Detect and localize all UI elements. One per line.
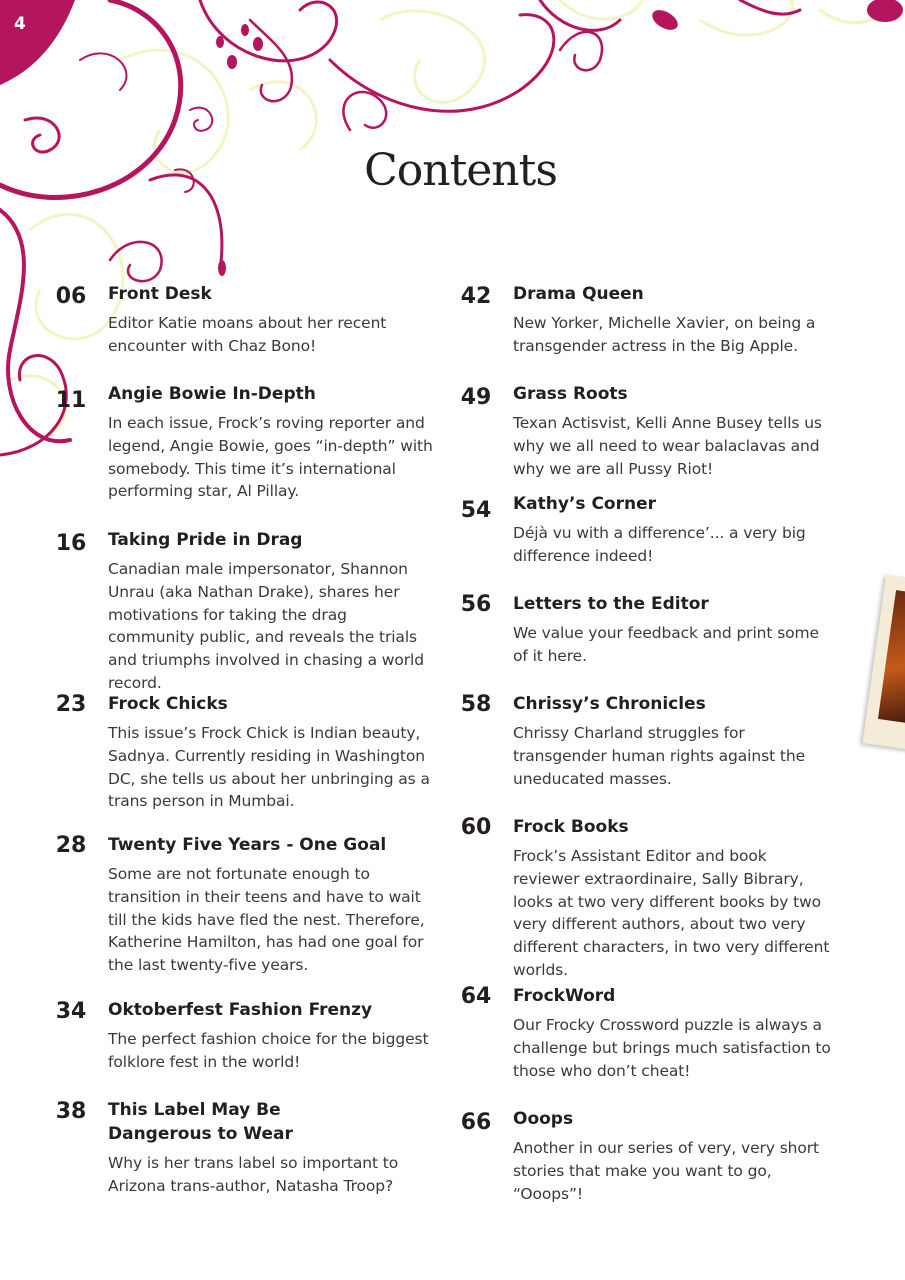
toc-entry[interactable] [55, 382, 433, 503]
toc-description: We value your feedback and print some of it here. [513, 624, 819, 665]
toc-description: In each issue, Frock’s roving reporter and legend, Angie Bowie, goes “in-depth” with somebody. This time it’s international performing star, Al Pillay. [108, 414, 433, 501]
toc-heading: This Label May Be Dangerous to Wear [108, 1100, 293, 1144]
toc-entry[interactable] [460, 1107, 835, 1205]
toc-entry[interactable] [460, 815, 835, 982]
toc-description: Some are not fortunate enough to transition in their teens and have to wait till the kids have fled the nest. Therefore, Katherine Hamilton, has had one goal for the last twenty-five years. [108, 865, 425, 975]
toc-page-number: 56 [460, 592, 492, 617]
toc-page-number: 64 [460, 984, 492, 1009]
toc-description: Another in our series of very, very short stories that make you want to go, “Ooops”! [513, 1139, 820, 1203]
toc-heading: Angie Bowie In-Depth [108, 384, 316, 404]
toc-entry[interactable] [55, 528, 424, 695]
toc-entry[interactable] [55, 1098, 399, 1198]
toc-heading: Taking Pride in Drag [108, 530, 303, 550]
toc-page-number: 23 [55, 692, 87, 717]
toc-entry[interactable] [460, 382, 835, 480]
toc-heading: Drama Queen [513, 284, 644, 304]
toc-entry[interactable] [55, 692, 430, 813]
toc-description: Why is her trans label so important to Arizona trans-author, Natasha Troop? [108, 1154, 399, 1195]
toc-page-number: 38 [55, 1099, 87, 1124]
toc-heading: Letters to the Editor [513, 594, 709, 614]
toc-entry[interactable] [55, 833, 425, 977]
toc-description: Texan Actisvist, Kelli Anne Busey tells us why we all need to wear balaclavas and why we are all Pussy Riot! [513, 414, 822, 478]
page-number: 4 [14, 14, 26, 34]
toc-description: Chrissy Charland struggles for transgender human rights against the uneducated masses. [513, 724, 806, 788]
toc-heading: Frock Chicks [108, 694, 228, 714]
toc-page-number: 58 [460, 692, 492, 717]
toc-heading: Grass Roots [513, 384, 628, 404]
toc-page-number: 34 [55, 999, 87, 1024]
toc-page-number: 66 [460, 1110, 492, 1135]
page-title: Contents [364, 145, 557, 196]
toc-entry[interactable] [460, 692, 835, 790]
toc-page-number: 54 [460, 498, 492, 523]
toc-entry[interactable] [460, 984, 835, 1082]
toc-description: This issue’s Frock Chick is Indian beauty, Sadnya. Currently residing in Washington DC, she tells us about her unbringing as a trans person in Mumbai. [108, 724, 430, 811]
toc-page-number: 42 [460, 284, 492, 309]
toc-page-number: 49 [460, 385, 492, 410]
toc-heading: Oktoberfest Fashion Frenzy [108, 1000, 373, 1020]
toc-entry[interactable] [460, 282, 835, 358]
toc-description: Editor Katie moans about her recent encounter with Chaz Bono! [108, 314, 387, 355]
toc-entry[interactable] [55, 282, 390, 358]
toc-page-number: 28 [55, 833, 87, 858]
toc-page-number: 06 [55, 284, 87, 309]
toc-description: Our Frocky Crossword puzzle is always a challenge but brings much satisfaction to those who don’t cheat! [513, 1016, 831, 1080]
toc-entry[interactable] [460, 492, 835, 568]
toc-heading: Kathy’s Corner [513, 494, 657, 514]
toc-description: Déjà vu with a difference’... a very big difference indeed! [513, 524, 806, 565]
toc-description: Canadian male impersonator, Shannon Unrau (aka Nathan Drake), shares her motivations for taking the drag community public, and reveals the trials and triumphs involved in chasing a world record. [108, 560, 424, 692]
toc-description: The perfect fashion choice for the biggest folklore fest in the world! [108, 1030, 429, 1071]
toc-page-number: 60 [460, 815, 492, 840]
toc-entry[interactable] [460, 592, 835, 668]
toc-heading: FrockWord [513, 986, 616, 1006]
toc-entry[interactable] [55, 998, 429, 1074]
toc-heading: Frock Books [513, 817, 629, 837]
toc-heading: Ooops [513, 1109, 574, 1129]
toc-description: Frock’s Assistant Editor and book reviewer extraordinaire, Sally Bibrary, looks at two very different books by two very different authors, about two very different characters, in two very different worlds. [513, 847, 830, 979]
toc-description: New Yorker, Michelle Xavier, on being a transgender actress in the Big Apple. [513, 314, 816, 355]
toc-page-number: 11 [55, 388, 87, 413]
toc-page-number: 16 [55, 531, 87, 556]
toc-heading: Front Desk [108, 284, 212, 304]
toc-heading: Twenty Five Years - One Goal [108, 835, 387, 855]
toc-heading: Chrissy’s Chronicles [513, 694, 706, 714]
